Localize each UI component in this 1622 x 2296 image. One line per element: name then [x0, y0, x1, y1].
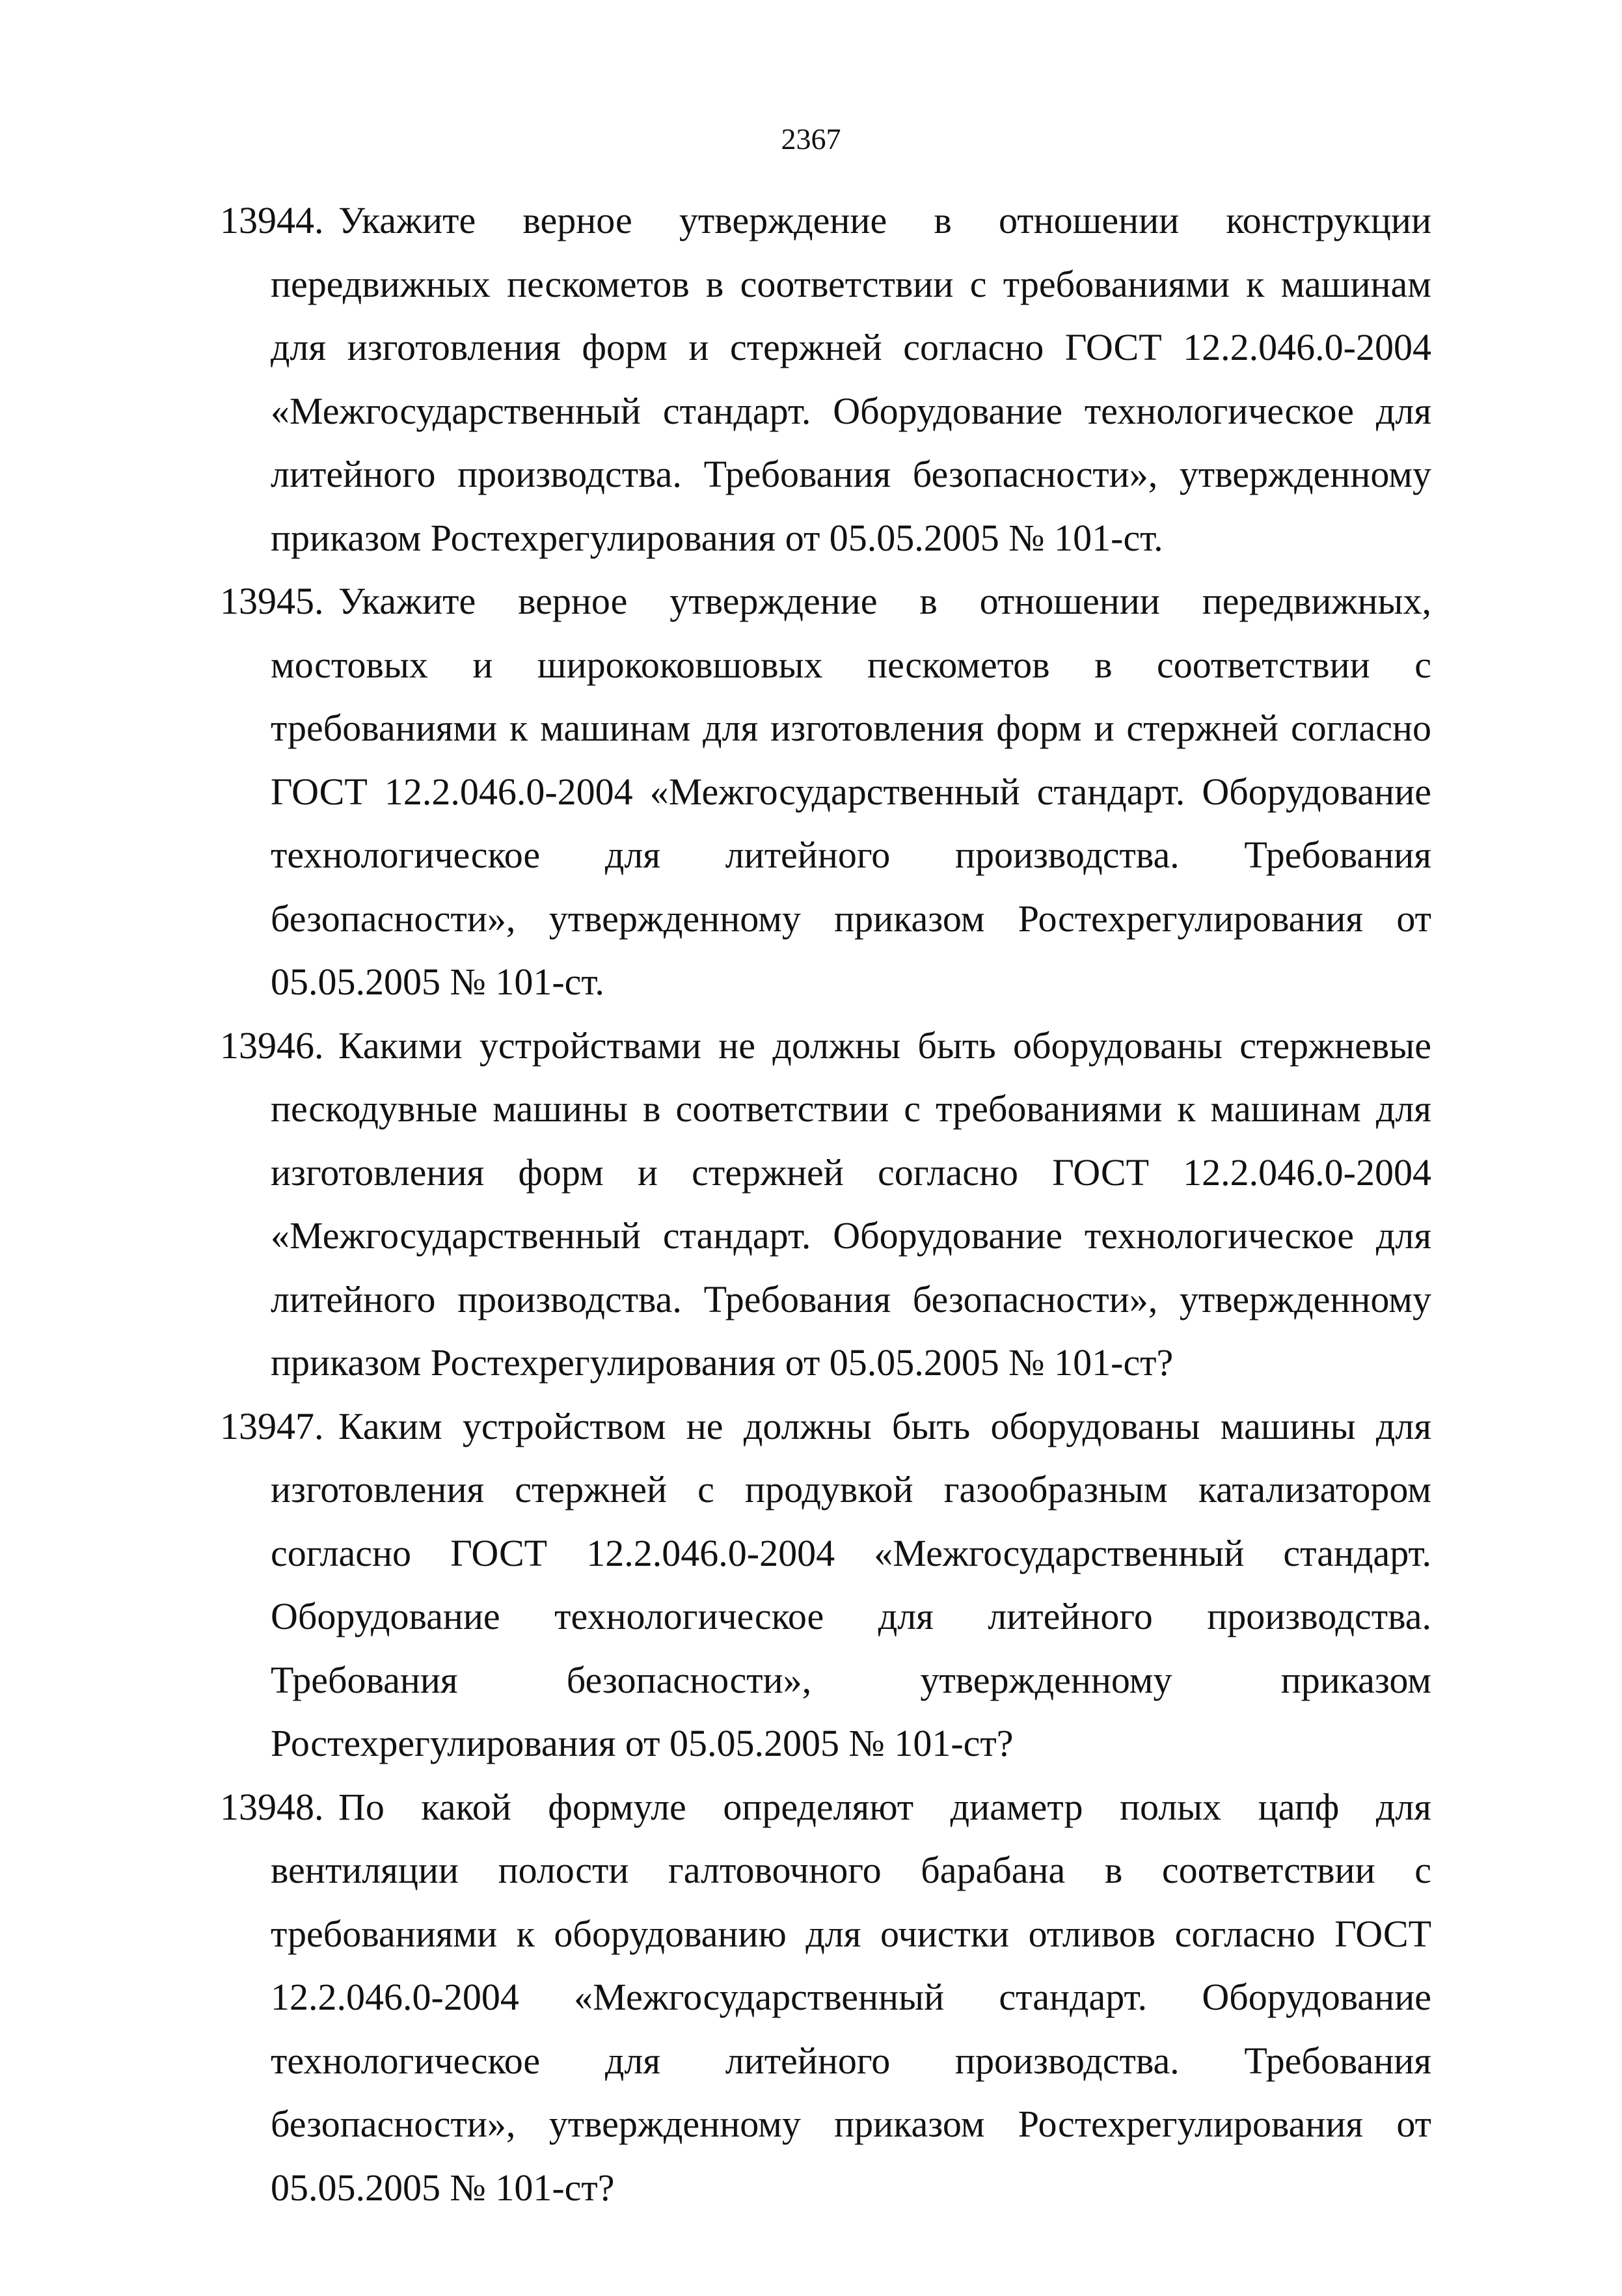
question-number: 13944. [220, 199, 324, 241]
question-item [220, 1014, 1431, 1395]
question-number: 13946. [220, 1024, 324, 1067]
question-item [220, 1395, 1431, 1775]
question-number: 13947. [220, 1404, 324, 1447]
question-list [220, 189, 1431, 2219]
question-number: 13945. [220, 580, 324, 622]
question-item [220, 569, 1431, 1014]
question-text: Укажите верное утверждение в отношении конструкции передвижных пескометов в соответствии с требованиями к машинам для изготовления форм и стержней согласно ГОСТ 12.2.046.0-2004 «Межгосударственный стандарт. Оборудование технологическое для литейного производства. Требования безопасности», утвержденному приказом Ростехрегулирования от 05.05.2005 № 101-ст. [271, 199, 1431, 559]
question-text: Укажите верное утверждение в отношении передвижных, мостовых и ширококовшовых пескометов в соответствии с требованиями к машинам для изготовления форм и стержней согласно ГОСТ 12.2.046.0-2004 «Межгосударственный стандарт. Оборудование технологическое для литейного производства. Требования безопасности», утвержденному приказом Ростехрегулирования от 05.05.2005 № 101-ст. [271, 580, 1431, 1003]
question-number: 13948. [220, 1785, 324, 1828]
question-text: Какими устройствами не должны быть оборудованы стержневые пескодувные машины в соответствии с требованиями к машинам для изготовления форм и стержней согласно ГОСТ 12.2.046.0-2004 «Межгосударственный стандарт. Оборудование технологическое для литейного производства. Требования безопасности», утвержденному приказом Ростехрегулирования от 05.05.2005 № 101-ст? [271, 1024, 1431, 1384]
question-item [220, 1775, 1431, 2220]
page-number: 2367 [781, 122, 841, 156]
question-item [220, 189, 1431, 569]
question-text: По какой формуле определяют диаметр полых цапф для вентиляции полости галтовочного барабана в соответствии с требованиями к оборудованию для очистки отливов согласно ГОСТ 12.2.046.0-2004 «Межгосударственный стандарт. Оборудование технологическое для литейного производства. Требования безопасности», утвержденному приказом Ростехрегулирования от 05.05.2005 № 101-ст? [271, 1785, 1431, 2209]
question-text: Каким устройством не должны быть оборудованы машины для изготовления стержней с продувкой газообразным катализатором согласно ГОСТ 12.2.046.0-2004 «Межгосударственный стандарт. Оборудование технологическое для литейного производства. Требования безопасности», утвержденному приказом Ростехрегулирования от 05.05.2005 № 101-ст? [271, 1404, 1431, 1764]
